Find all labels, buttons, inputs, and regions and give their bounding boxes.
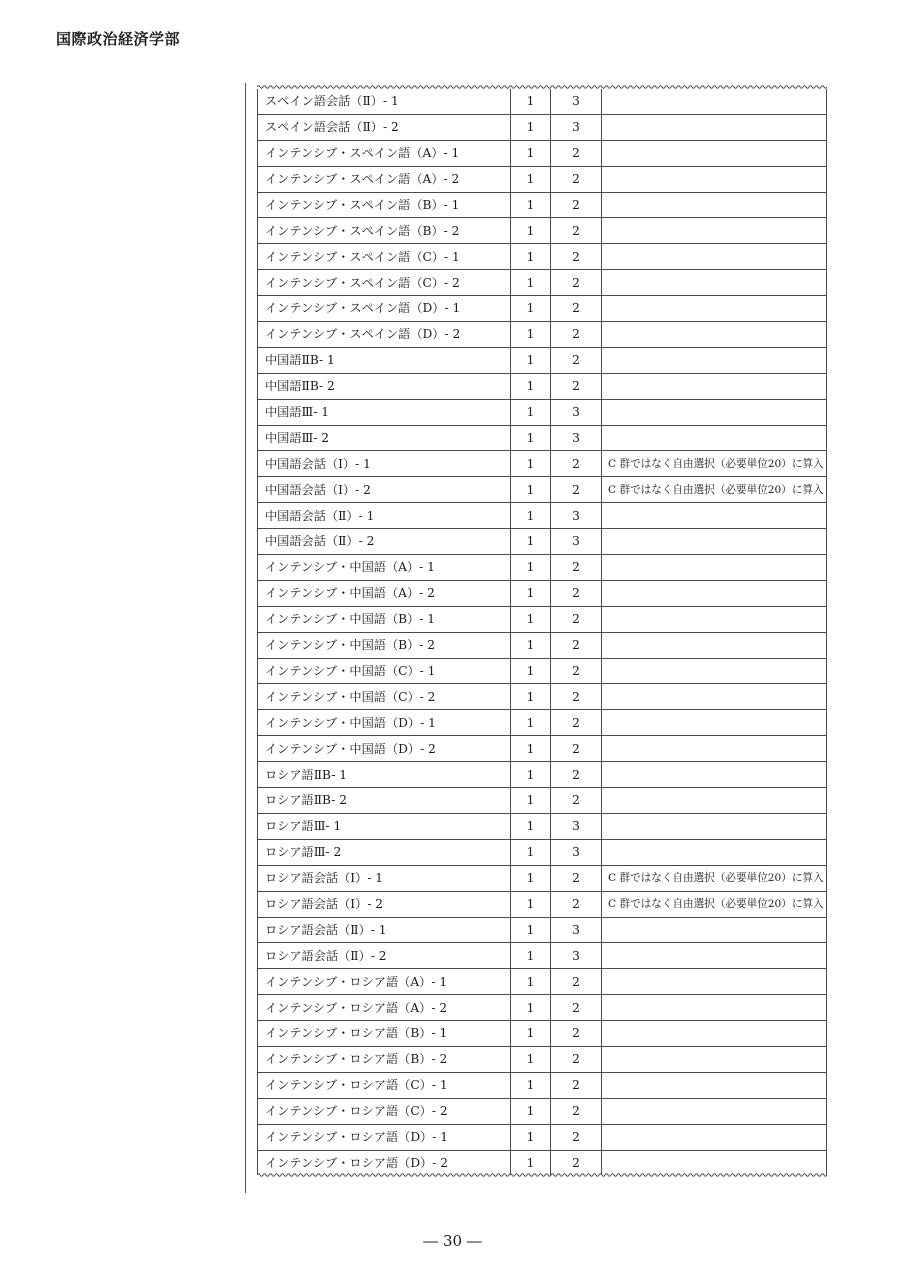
course-name-cell: インテンシブ・スペイン語（A）- 2 bbox=[258, 166, 511, 192]
value-cell-2: 3 bbox=[551, 114, 602, 140]
note-cell bbox=[602, 529, 827, 555]
table-row bbox=[258, 1046, 827, 1072]
value-cell-1: 1 bbox=[511, 503, 551, 529]
table-row bbox=[258, 736, 827, 762]
course-name-cell: インテンシブ・中国語（D）- 1 bbox=[258, 710, 511, 736]
note-cell bbox=[602, 140, 827, 166]
value-cell-1: 1 bbox=[511, 244, 551, 270]
value-cell-2: 3 bbox=[551, 399, 602, 425]
value-cell-1: 1 bbox=[511, 917, 551, 943]
note-cell: C 群ではなく自由選択（必要単位20）に算入 bbox=[602, 451, 827, 477]
table-row bbox=[258, 166, 827, 192]
value-cell-2: 2 bbox=[551, 270, 602, 296]
note-cell bbox=[602, 606, 827, 632]
course-name-cell: インテンシブ・中国語（A）- 2 bbox=[258, 580, 511, 606]
note-cell bbox=[602, 917, 827, 943]
value-cell-2: 2 bbox=[551, 710, 602, 736]
value-cell-2: 2 bbox=[551, 995, 602, 1021]
table-row bbox=[258, 477, 827, 503]
course-name-cell: インテンシブ・スペイン語（D）- 1 bbox=[258, 296, 511, 322]
value-cell-2: 3 bbox=[551, 839, 602, 865]
value-cell-2: 2 bbox=[551, 762, 602, 788]
value-cell-1: 1 bbox=[511, 166, 551, 192]
value-cell-2: 2 bbox=[551, 1150, 602, 1175]
table-row bbox=[258, 1021, 827, 1047]
course-name-cell: インテンシブ・中国語（B）- 1 bbox=[258, 606, 511, 632]
vertical-margin-rule bbox=[245, 83, 246, 1193]
course-name-cell: インテンシブ・中国語（D）- 2 bbox=[258, 736, 511, 762]
table-row bbox=[258, 839, 827, 865]
note-cell bbox=[602, 347, 827, 373]
value-cell-1: 1 bbox=[511, 969, 551, 995]
value-cell-1: 1 bbox=[511, 813, 551, 839]
value-cell-1: 1 bbox=[511, 710, 551, 736]
note-cell: C 群ではなく自由選択（必要単位20）に算入 bbox=[602, 865, 827, 891]
table-row bbox=[258, 503, 827, 529]
note-cell bbox=[602, 555, 827, 581]
course-name-cell: ロシア語ⅡB- 1 bbox=[258, 762, 511, 788]
course-name-cell: インテンシブ・中国語（C）- 2 bbox=[258, 684, 511, 710]
table-row bbox=[258, 995, 827, 1021]
value-cell-2: 2 bbox=[551, 580, 602, 606]
value-cell-2: 3 bbox=[551, 529, 602, 555]
value-cell-1: 1 bbox=[511, 399, 551, 425]
note-cell bbox=[602, 839, 827, 865]
value-cell-2: 2 bbox=[551, 140, 602, 166]
value-cell-2: 2 bbox=[551, 1098, 602, 1124]
course-name-cell: ロシア語Ⅲ- 1 bbox=[258, 813, 511, 839]
table-row bbox=[258, 89, 827, 114]
table-row bbox=[258, 943, 827, 969]
page-number: ― 30 ― bbox=[423, 1232, 482, 1250]
note-cell: C 群ではなく自由選択（必要単位20）に算入 bbox=[602, 477, 827, 503]
note-cell bbox=[602, 969, 827, 995]
value-cell-1: 1 bbox=[511, 270, 551, 296]
course-name-cell: ロシア語会話（Ⅰ）- 1 bbox=[258, 865, 511, 891]
note-cell: C 群ではなく自由選択（必要単位20）に算入 bbox=[602, 891, 827, 917]
value-cell-2: 2 bbox=[551, 244, 602, 270]
table-row bbox=[258, 425, 827, 451]
value-cell-2: 2 bbox=[551, 1021, 602, 1047]
value-cell-1: 1 bbox=[511, 762, 551, 788]
course-name-cell: 中国語Ⅲ- 2 bbox=[258, 425, 511, 451]
course-name-cell: インテンシブ・中国語（C）- 1 bbox=[258, 658, 511, 684]
value-cell-2: 2 bbox=[551, 347, 602, 373]
course-name-cell: インテンシブ・スペイン語（D）- 2 bbox=[258, 322, 511, 348]
course-name-cell: スペイン語会話（Ⅱ）- 1 bbox=[258, 89, 511, 114]
value-cell-1: 1 bbox=[511, 1150, 551, 1175]
course-name-cell: インテンシブ・スペイン語（B）- 2 bbox=[258, 218, 511, 244]
note-cell bbox=[602, 166, 827, 192]
value-cell-2: 2 bbox=[551, 865, 602, 891]
note-cell bbox=[602, 399, 827, 425]
note-cell bbox=[602, 1124, 827, 1150]
value-cell-2: 2 bbox=[551, 555, 602, 581]
course-name-cell: インテンシブ・ロシア語（A）- 2 bbox=[258, 995, 511, 1021]
table-row bbox=[258, 270, 827, 296]
table-row bbox=[258, 969, 827, 995]
value-cell-1: 1 bbox=[511, 192, 551, 218]
note-cell bbox=[602, 813, 827, 839]
value-cell-2: 2 bbox=[551, 632, 602, 658]
value-cell-1: 1 bbox=[511, 684, 551, 710]
note-cell bbox=[602, 632, 827, 658]
value-cell-2: 3 bbox=[551, 917, 602, 943]
note-cell bbox=[602, 1021, 827, 1047]
course-name-cell: 中国語ⅡB- 1 bbox=[258, 347, 511, 373]
table-row bbox=[258, 296, 827, 322]
table-row bbox=[258, 788, 827, 814]
value-cell-1: 1 bbox=[511, 839, 551, 865]
value-cell-1: 1 bbox=[511, 1098, 551, 1124]
note-cell bbox=[602, 322, 827, 348]
value-cell-1: 1 bbox=[511, 891, 551, 917]
value-cell-1: 1 bbox=[511, 296, 551, 322]
table-row bbox=[258, 1124, 827, 1150]
table-row bbox=[258, 632, 827, 658]
note-cell bbox=[602, 580, 827, 606]
table-row bbox=[258, 244, 827, 270]
value-cell-1: 1 bbox=[511, 140, 551, 166]
note-cell bbox=[602, 218, 827, 244]
table-row bbox=[258, 114, 827, 140]
course-name-cell: インテンシブ・ロシア語（C）- 2 bbox=[258, 1098, 511, 1124]
table-row bbox=[258, 865, 827, 891]
value-cell-1: 1 bbox=[511, 477, 551, 503]
note-cell bbox=[602, 762, 827, 788]
course-name-cell: ロシア語会話（Ⅱ）- 1 bbox=[258, 917, 511, 943]
table-row bbox=[258, 606, 827, 632]
table-row bbox=[258, 373, 827, 399]
course-name-cell: インテンシブ・中国語（B）- 2 bbox=[258, 632, 511, 658]
value-cell-2: 2 bbox=[551, 684, 602, 710]
note-cell bbox=[602, 684, 827, 710]
value-cell-2: 2 bbox=[551, 451, 602, 477]
table-row bbox=[258, 813, 827, 839]
table-row bbox=[258, 555, 827, 581]
note-cell bbox=[602, 192, 827, 218]
value-cell-1: 1 bbox=[511, 322, 551, 348]
course-name-cell: インテンシブ・ロシア語（D）- 1 bbox=[258, 1124, 511, 1150]
course-name-cell: インテンシブ・ロシア語（B）- 1 bbox=[258, 1021, 511, 1047]
page-header-title: 国際政治経済学部 bbox=[56, 30, 181, 48]
course-table bbox=[257, 89, 827, 1175]
value-cell-1: 1 bbox=[511, 995, 551, 1021]
table-break-wave-bottom bbox=[257, 1172, 827, 1178]
value-cell-2: 2 bbox=[551, 891, 602, 917]
value-cell-2: 2 bbox=[551, 969, 602, 995]
course-name-cell: インテンシブ・ロシア語（D）- 2 bbox=[258, 1150, 511, 1175]
table-row bbox=[258, 399, 827, 425]
value-cell-2: 2 bbox=[551, 1072, 602, 1098]
value-cell-1: 1 bbox=[511, 736, 551, 762]
value-cell-2: 2 bbox=[551, 192, 602, 218]
value-cell-1: 1 bbox=[511, 218, 551, 244]
note-cell bbox=[602, 995, 827, 1021]
course-name-cell: スペイン語会話（Ⅱ）- 2 bbox=[258, 114, 511, 140]
course-name-cell: インテンシブ・スペイン語（B）- 1 bbox=[258, 192, 511, 218]
value-cell-1: 1 bbox=[511, 1046, 551, 1072]
value-cell-2: 3 bbox=[551, 943, 602, 969]
value-cell-1: 1 bbox=[511, 89, 551, 114]
table-row bbox=[258, 529, 827, 555]
value-cell-2: 2 bbox=[551, 736, 602, 762]
value-cell-2: 3 bbox=[551, 89, 602, 114]
course-name-cell: インテンシブ・中国語（A）- 1 bbox=[258, 555, 511, 581]
value-cell-2: 2 bbox=[551, 296, 602, 322]
value-cell-1: 1 bbox=[511, 347, 551, 373]
table-row bbox=[258, 580, 827, 606]
note-cell bbox=[602, 425, 827, 451]
value-cell-1: 1 bbox=[511, 943, 551, 969]
value-cell-2: 2 bbox=[551, 606, 602, 632]
note-cell bbox=[602, 736, 827, 762]
value-cell-1: 1 bbox=[511, 1072, 551, 1098]
value-cell-1: 1 bbox=[511, 788, 551, 814]
note-cell bbox=[602, 373, 827, 399]
course-name-cell: インテンシブ・スペイン語（C）- 1 bbox=[258, 244, 511, 270]
value-cell-2: 2 bbox=[551, 373, 602, 399]
table-row bbox=[258, 1072, 827, 1098]
table-row bbox=[258, 684, 827, 710]
value-cell-1: 1 bbox=[511, 373, 551, 399]
value-cell-1: 1 bbox=[511, 580, 551, 606]
value-cell-1: 1 bbox=[511, 606, 551, 632]
course-name-cell: ロシア語Ⅲ- 2 bbox=[258, 839, 511, 865]
value-cell-2: 2 bbox=[551, 322, 602, 348]
value-cell-1: 1 bbox=[511, 865, 551, 891]
value-cell-2: 2 bbox=[551, 477, 602, 503]
value-cell-2: 3 bbox=[551, 425, 602, 451]
note-cell bbox=[602, 788, 827, 814]
note-cell bbox=[602, 89, 827, 114]
value-cell-1: 1 bbox=[511, 555, 551, 581]
table-row bbox=[258, 140, 827, 166]
course-name-cell: ロシア語ⅡB- 2 bbox=[258, 788, 511, 814]
value-cell-2: 2 bbox=[551, 788, 602, 814]
note-cell bbox=[602, 1072, 827, 1098]
table-row bbox=[258, 658, 827, 684]
value-cell-1: 1 bbox=[511, 1124, 551, 1150]
course-name-cell: インテンシブ・スペイン語（A）- 1 bbox=[258, 140, 511, 166]
value-cell-2: 2 bbox=[551, 1046, 602, 1072]
course-name-cell: 中国語会話（Ⅰ）- 2 bbox=[258, 477, 511, 503]
table-row bbox=[258, 347, 827, 373]
course-name-cell: インテンシブ・ロシア語（B）- 2 bbox=[258, 1046, 511, 1072]
note-cell bbox=[602, 658, 827, 684]
value-cell-1: 1 bbox=[511, 529, 551, 555]
value-cell-1: 1 bbox=[511, 451, 551, 477]
course-name-cell: インテンシブ・ロシア語（C）- 1 bbox=[258, 1072, 511, 1098]
note-cell bbox=[602, 244, 827, 270]
table-row bbox=[258, 322, 827, 348]
note-cell bbox=[602, 503, 827, 529]
course-name-cell: 中国語ⅡB- 2 bbox=[258, 373, 511, 399]
value-cell-2: 2 bbox=[551, 166, 602, 192]
value-cell-1: 1 bbox=[511, 658, 551, 684]
table-row bbox=[258, 917, 827, 943]
note-cell bbox=[602, 943, 827, 969]
table-row bbox=[258, 710, 827, 736]
course-name-cell: 中国語会話（Ⅰ）- 1 bbox=[258, 451, 511, 477]
value-cell-2: 2 bbox=[551, 658, 602, 684]
table-row bbox=[258, 192, 827, 218]
value-cell-1: 1 bbox=[511, 632, 551, 658]
value-cell-2: 3 bbox=[551, 503, 602, 529]
table-row bbox=[258, 762, 827, 788]
value-cell-1: 1 bbox=[511, 1021, 551, 1047]
note-cell bbox=[602, 1046, 827, 1072]
table-row bbox=[258, 451, 827, 477]
value-cell-2: 2 bbox=[551, 218, 602, 244]
course-name-cell: インテンシブ・スペイン語（C）- 2 bbox=[258, 270, 511, 296]
course-name-cell: ロシア語会話（Ⅰ）- 2 bbox=[258, 891, 511, 917]
course-name-cell: 中国語会話（Ⅱ）- 1 bbox=[258, 503, 511, 529]
value-cell-2: 2 bbox=[551, 1124, 602, 1150]
note-cell bbox=[602, 114, 827, 140]
note-cell bbox=[602, 710, 827, 736]
table-row bbox=[258, 891, 827, 917]
note-cell bbox=[602, 296, 827, 322]
course-name-cell: ロシア語会話（Ⅱ）- 2 bbox=[258, 943, 511, 969]
course-name-cell: インテンシブ・ロシア語（A）- 1 bbox=[258, 969, 511, 995]
value-cell-1: 1 bbox=[511, 114, 551, 140]
table-row bbox=[258, 218, 827, 244]
course-name-cell: 中国語Ⅲ- 1 bbox=[258, 399, 511, 425]
note-cell bbox=[602, 270, 827, 296]
note-cell bbox=[602, 1098, 827, 1124]
course-name-cell: 中国語会話（Ⅱ）- 2 bbox=[258, 529, 511, 555]
value-cell-2: 3 bbox=[551, 813, 602, 839]
table-row bbox=[258, 1098, 827, 1124]
value-cell-1: 1 bbox=[511, 425, 551, 451]
